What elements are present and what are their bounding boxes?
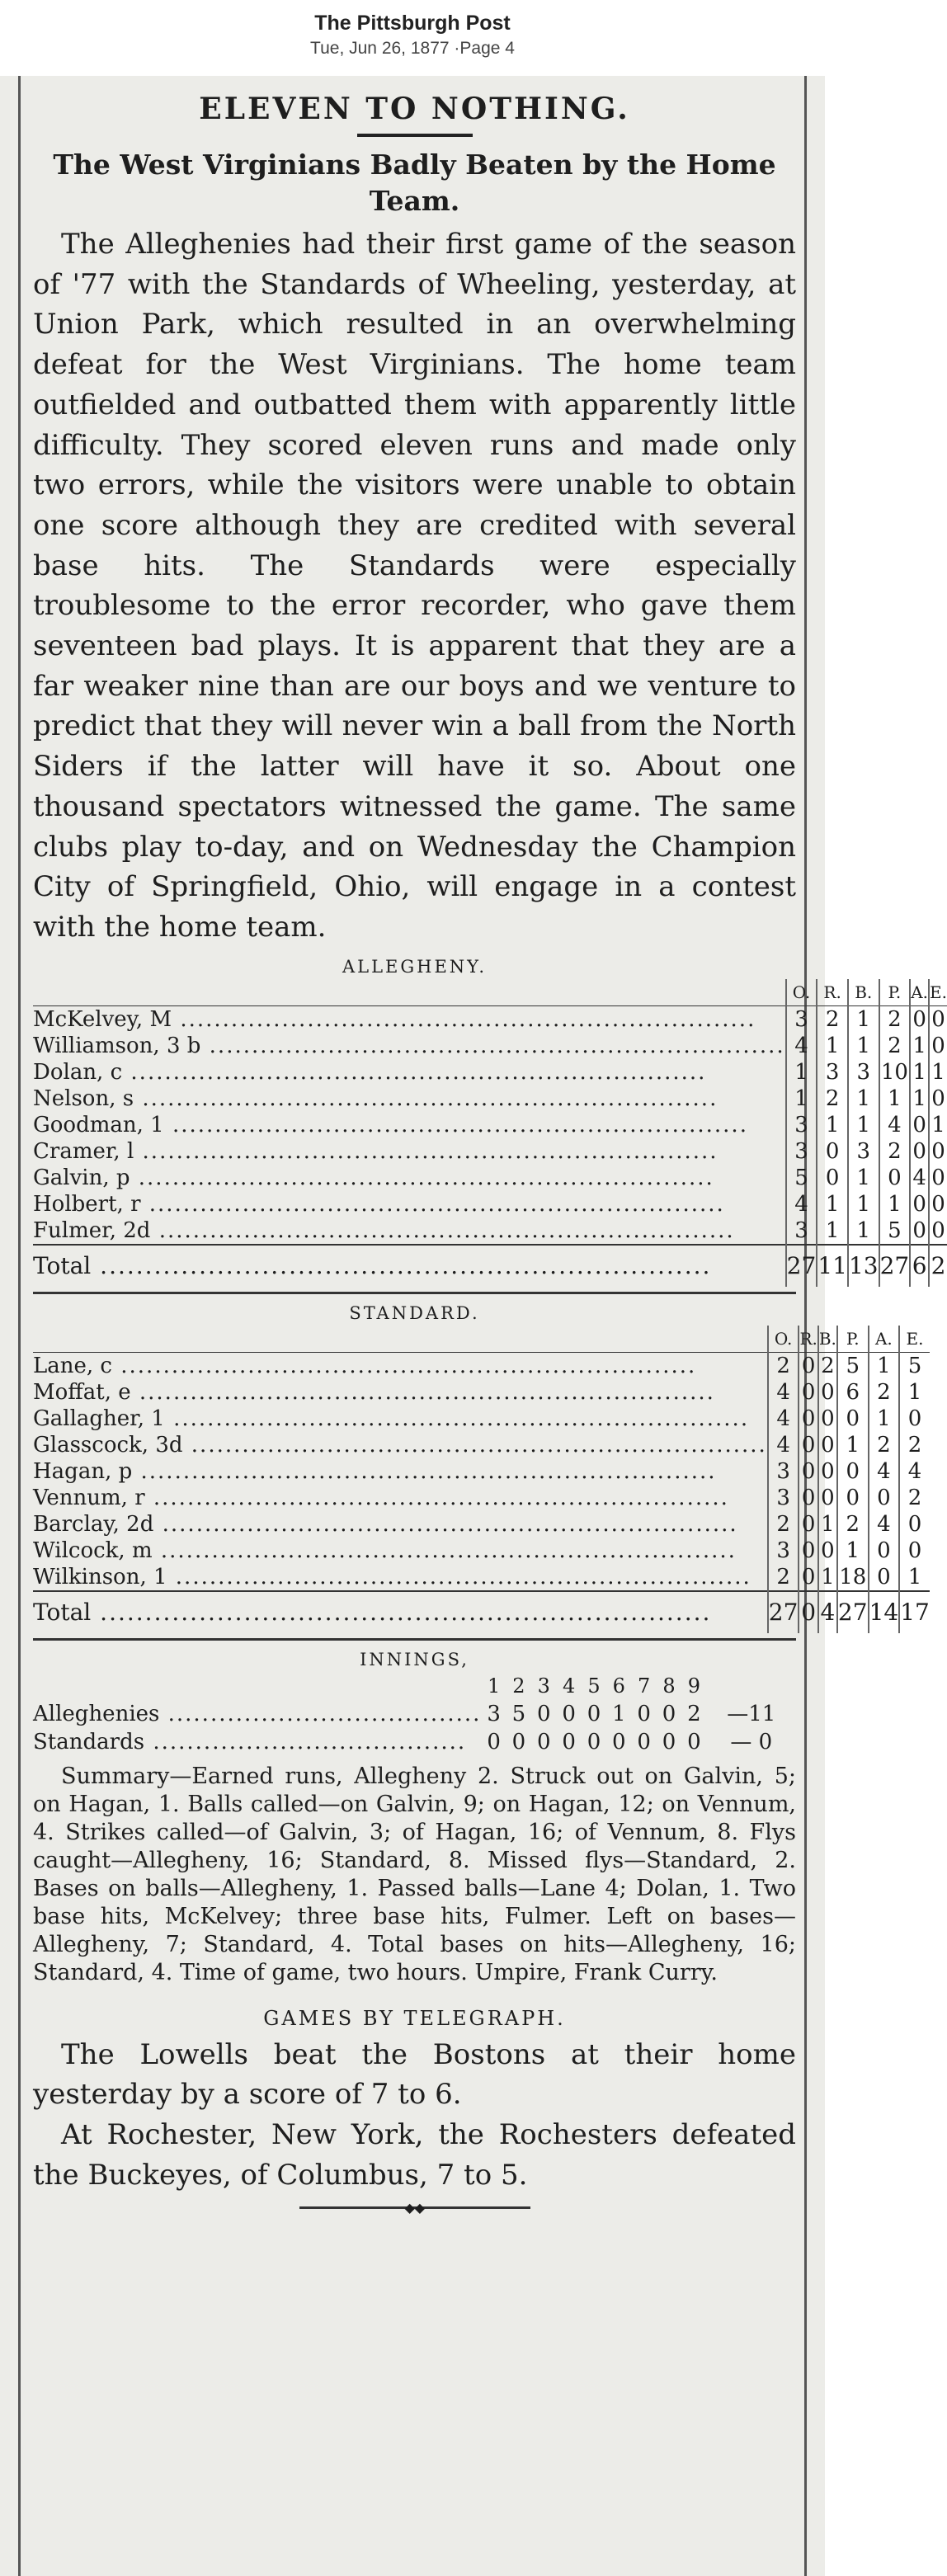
inning-score: 0 [537,1729,551,1754]
end-rule [299,2200,530,2216]
total-cell: 2 [929,1245,947,1287]
stat-cell: 2 [768,1511,799,1538]
innings-title: INNINGS, [360,1649,469,1669]
stat-cell: 3 [768,1485,799,1511]
stat-cell: 1 [837,1538,869,1564]
stat-cell: 4 [899,1458,930,1485]
box-header-cell: E. [929,979,947,1006]
telegraph-title: GAMES BY TELEGRAPH. [263,2006,566,2030]
stat-cell: 0 [817,1165,848,1191]
innings-total: —11 [727,1701,776,1726]
stat-cell: 1 [879,1191,911,1217]
stat-cell: 3 [768,1538,799,1564]
stat-cell: 0 [910,1005,929,1033]
stat-cell: 1 [899,1564,930,1591]
stat-cell: 4 [879,1112,911,1138]
inning-number: 2 [512,1674,525,1698]
stat-cell: 0 [910,1191,929,1217]
stat-cell: 0 [799,1458,817,1485]
team-name: Alleghenies ..... [33,1700,481,1728]
stat-cell: 1 [818,1564,837,1591]
section-rule [33,1292,796,1294]
stat-cell: 0 [817,1138,848,1165]
stat-cell: 5 [837,1352,869,1379]
standard-box-score [33,1326,930,1633]
article-body: The Alleghenies had their first game of the season of '77 with the Standards of Wheeling, yesterday, at Union Park, which resulted in an overwhelming defeat for the West Virginians. The home team outfielded and outbatted them with apparently little difficulty. They scored eleven runs and made only two errors, while the visitors were unable to obtain one score although they are credited with several base hits. The Standards were especially troublesome to the error recorder, who gave them seventeen bad plays. It is apparent that they are a far weaker nine than are our boys and we venture to predict that they will never win a ball from the North Siders if the latter will have it so. About one thousand spectators witnessed the game. The same clubs play to-day, and on Wednesday the Champion City of Springfield, Ohio, will engage in a contest with the home team. [33,228,796,944]
inning-score: 0 [511,1729,526,1754]
table-row [33,1033,947,1059]
ornament-icon: ◆◆ [404,2200,426,2216]
innings-row [33,1728,796,1756]
total-cell: 27 [786,1245,817,1287]
total-cell: 0 [799,1591,817,1633]
stat-cell: 1 [869,1352,900,1379]
stat-cell: 1 [817,1112,848,1138]
total-cell: 27 [879,1245,911,1287]
stat-cell: 3 [817,1059,848,1085]
stat-cell: 0 [818,1379,837,1406]
stat-cell: 2 [818,1352,837,1379]
stat-cell: 4 [786,1033,817,1059]
stat-cell: 1 [879,1085,911,1112]
player-name: Dolan, c ..... [33,1059,786,1085]
player-name: Hagan, p ..... [33,1458,768,1485]
total-cell: 13 [848,1245,879,1287]
stat-cell: 10 [879,1059,911,1085]
stat-cell: 2 [817,1005,848,1033]
total-cell: 17 [899,1591,930,1633]
box-header-cell: O. [768,1326,799,1353]
box-header-spacer [33,979,786,1006]
inning-score: 0 [587,1701,601,1726]
stat-cell: 1 [848,1191,879,1217]
inning-number: 5 [587,1674,601,1698]
stat-cell: 2 [899,1485,930,1511]
stat-cell: 2 [879,1033,911,1059]
stat-cell: 4 [869,1511,900,1538]
table-row [33,1138,947,1165]
stat-cell: 1 [929,1112,947,1138]
publication-name: The Pittsburgh Post [314,12,511,35]
inning-number-spacer [33,1672,481,1700]
stat-cell: 1 [848,1112,879,1138]
inning-score: 0 [562,1701,576,1726]
stat-cell: 3 [786,1217,817,1245]
player-name: Glasscock, 3d ..... [33,1432,768,1458]
box-header-cell: O. [786,979,817,1006]
section-rule [33,1638,796,1641]
player-name: Galvin, p ..... [33,1165,786,1191]
inning-score: 0 [662,1729,676,1754]
stat-cell: 0 [929,1191,947,1217]
masthead [0,0,825,77]
stat-cell: 2 [768,1564,799,1591]
stat-cell: 5 [899,1352,930,1379]
stat-cell: 0 [818,1538,837,1564]
column-rule-left [18,76,21,2576]
table-row [33,1564,930,1591]
stat-cell: 2 [768,1352,799,1379]
stat-cell: 0 [910,1217,929,1245]
stat-cell: 2 [869,1379,900,1406]
stat-cell: 1 [817,1191,848,1217]
stat-cell: 1 [910,1085,929,1112]
box-header-cell: E. [899,1326,930,1353]
inning-number: 8 [662,1674,676,1698]
box-header-cell: P. [879,979,911,1006]
stat-cell: 4 [768,1406,799,1432]
box-header-row [33,979,947,1006]
stat-cell: 0 [799,1485,817,1511]
stat-cell: 0 [929,1085,947,1112]
stat-cell: 0 [837,1406,869,1432]
stat-cell: 0 [818,1432,837,1458]
game-summary: Summary—Earned runs, Allegheny 2. Struck out on Galvin, 5; on Hagan, 1. Balls called—on Galvin, 9; on Hagan, 12; on Vennum, 4. Strikes called—of Galvin, 3; of Hagan, 16; of Vennum, 8. Flys caught—Allegheny, 16; Standard, 8. Missed flys—Standard, 2. Bases on balls—Allegheny, 1. Passed balls—Lane 4; Dolan, 1. Two base hits, McKelvey; three base hits, Fulmer. Left on bases—Allegheny, 7; Standard, 4. Total bases on hits—Allegheny, 16; Standard, 4. Time of game, two hours. Umpire, Frank Curry. [33,1763,796,1985]
box-header-cell: B. [818,1326,837,1353]
allegheny-title: ALLEGHENY. [342,956,487,977]
player-name: Vennum, r ..... [33,1485,768,1511]
stat-cell: 0 [869,1538,900,1564]
inning-score: 2 [687,1701,701,1726]
stat-cell: 3 [768,1458,799,1485]
stat-cell: 5 [786,1165,817,1191]
player-name: McKelvey, M ..... [33,1005,786,1033]
stat-cell: 3 [848,1138,879,1165]
stat-cell: 2 [869,1432,900,1458]
stat-cell: 4 [869,1458,900,1485]
stat-cell: 4 [768,1432,799,1458]
headline: ELEVEN TO NOTHING. [199,92,630,126]
stat-cell: 0 [929,1138,947,1165]
total-cell: 6 [910,1245,929,1287]
table-row [33,1005,947,1033]
player-name: Lane, c ..... [33,1352,768,1379]
standard-title: STANDARD. [349,1302,480,1323]
player-name: Cramer, l ..... [33,1138,786,1165]
stat-cell: 0 [929,1165,947,1191]
player-name: Wilkinson, 1 ..... [33,1564,768,1591]
stat-cell: 0 [910,1112,929,1138]
table-row [33,1217,947,1245]
stat-cell: 1 [817,1217,848,1245]
stat-cell: 2 [879,1005,911,1033]
inning-score: 5 [511,1701,526,1726]
player-name: Nelson, s ..... [33,1085,786,1112]
stat-cell: 4 [910,1165,929,1191]
table-row [33,1352,930,1379]
telegraph-item: The Lowells beat the Bostons at their home yesterday by a score of 7 to 6. [33,2037,796,2112]
total-cell: 27 [768,1591,799,1633]
stat-cell: 0 [899,1538,930,1564]
stat-cell: 1 [848,1033,879,1059]
stat-cell: 1 [869,1406,900,1432]
stat-cell: 0 [837,1485,869,1511]
stat-cell: 0 [818,1458,837,1485]
stat-cell: 1 [910,1059,929,1085]
stat-cell: 0 [799,1432,817,1458]
stat-cell: 2 [879,1138,911,1165]
stat-cell: 0 [818,1485,837,1511]
newspaper-clipping [0,76,947,2576]
headline-rule [357,134,473,137]
stat-cell: 2 [817,1085,848,1112]
telegraph-item: At Rochester, New York, the Rochesters defeated the Buckeyes, of Columbus, 7 to 5. [33,2118,796,2192]
total-cell: 4 [818,1591,837,1633]
inning-number: 4 [562,1674,576,1698]
stat-cell: 0 [929,1217,947,1245]
stat-cell: 0 [910,1138,929,1165]
player-name: Fulmer, 2d ..... [33,1217,786,1245]
allegheny-box-score [33,979,947,1287]
stat-cell: 0 [929,1005,947,1033]
stat-cell: 0 [879,1165,911,1191]
player-name: Holbert, r ..... [33,1191,786,1217]
box-header-cell: P. [837,1326,869,1353]
stat-cell: 1 [848,1085,879,1112]
stat-cell: 3 [786,1138,817,1165]
player-name: Goodman, 1 ..... [33,1112,786,1138]
stat-cell: 1 [848,1217,879,1245]
box-header-cell: A. [910,979,929,1006]
publication-date: Tue, Jun 26, 1877 ·Page 4 [310,39,515,58]
stat-cell: 2 [837,1511,869,1538]
table-row [33,1406,930,1432]
team-name: Standards ..... [33,1728,481,1756]
total-label: Total ..... [33,1591,768,1633]
stat-cell: 3 [786,1005,817,1033]
stat-cell: 1 [910,1033,929,1059]
inning-score: 0 [587,1729,601,1754]
stat-cell: 1 [818,1511,837,1538]
inning-number: 6 [612,1674,625,1698]
table-row [33,1191,947,1217]
box-header-cell: B. [848,979,879,1006]
stat-cell: 0 [869,1564,900,1591]
table-row [33,1165,947,1191]
inning-number: 9 [687,1674,700,1698]
stat-cell: 1 [786,1085,817,1112]
stat-cell: 1 [848,1005,879,1033]
stat-cell: 1 [929,1059,947,1085]
player-name: Barclay, 2d ..... [33,1511,768,1538]
stat-cell: 0 [799,1352,817,1379]
stat-cell: 4 [786,1191,817,1217]
stat-cell: 0 [799,1538,817,1564]
inning-number: 7 [638,1674,651,1698]
stat-cell: 1 [837,1432,869,1458]
total-row [33,1245,947,1287]
inning-total-spacer [707,1672,796,1700]
stat-cell: 3 [848,1059,879,1085]
player-name: Gallagher, 1 ..... [33,1406,768,1432]
stat-cell: 1 [817,1033,848,1059]
stat-cell: 0 [799,1379,817,1406]
innings-total: — 0 [730,1729,773,1754]
inning-score: 1 [612,1701,626,1726]
table-row [33,1085,947,1112]
stat-cell: 1 [899,1379,930,1406]
stat-cell: 0 [929,1033,947,1059]
inning-score: 3 [487,1701,501,1726]
inning-score: 0 [637,1701,651,1726]
stat-cell: 4 [768,1379,799,1406]
innings-table [33,1672,796,1756]
subheadline: The West Virginians Badly Beaten by the Home Team. [53,148,776,217]
inning-score: 0 [487,1729,501,1754]
total-cell: 14 [869,1591,900,1633]
table-row [33,1059,947,1085]
stat-cell: 3 [786,1112,817,1138]
table-row [33,1432,930,1458]
inning-score: 0 [562,1729,576,1754]
table-row [33,1485,930,1511]
table-row [33,1458,930,1485]
box-header-cell: A. [869,1326,900,1353]
inning-number: 1 [487,1674,501,1698]
box-header-row [33,1326,930,1353]
stat-cell: 0 [869,1485,900,1511]
stat-cell: 5 [879,1217,911,1245]
stat-cell: 1 [786,1059,817,1085]
total-cell: 11 [817,1245,848,1287]
stat-cell: 6 [837,1379,869,1406]
player-name: Wilcock, m ..... [33,1538,768,1564]
stat-cell: 0 [837,1458,869,1485]
table-row [33,1379,930,1406]
article-column [33,84,947,2216]
innings-row [33,1700,796,1728]
inning-score: 0 [537,1701,551,1726]
inning-score: 0 [687,1729,701,1754]
total-label: Total ..... [33,1245,786,1287]
player-name: Williamson, 3 b ..... [33,1033,786,1059]
inning-score: 0 [662,1701,676,1726]
inning-score: 0 [637,1729,651,1754]
stat-cell: 18 [837,1564,869,1591]
total-cell: 27 [837,1591,869,1633]
stat-cell: 2 [899,1432,930,1458]
stat-cell: 0 [899,1406,930,1432]
inning-number-row [33,1672,796,1700]
stat-cell: 0 [899,1511,930,1538]
table-row [33,1511,930,1538]
box-header-spacer [33,1326,768,1353]
player-name: Moffat, e ..... [33,1379,768,1406]
stat-cell: 0 [799,1406,817,1432]
stat-cell: 0 [818,1406,837,1432]
box-header-cell: R. [799,1326,817,1353]
box-header-cell: R. [817,979,848,1006]
table-row [33,1112,947,1138]
stat-cell: 0 [799,1564,817,1591]
stat-cell: 0 [799,1511,817,1538]
inning-number: 3 [537,1674,550,1698]
table-row [33,1538,930,1564]
stat-cell: 1 [848,1165,879,1191]
inning-score: 0 [612,1729,626,1754]
total-row [33,1591,930,1633]
